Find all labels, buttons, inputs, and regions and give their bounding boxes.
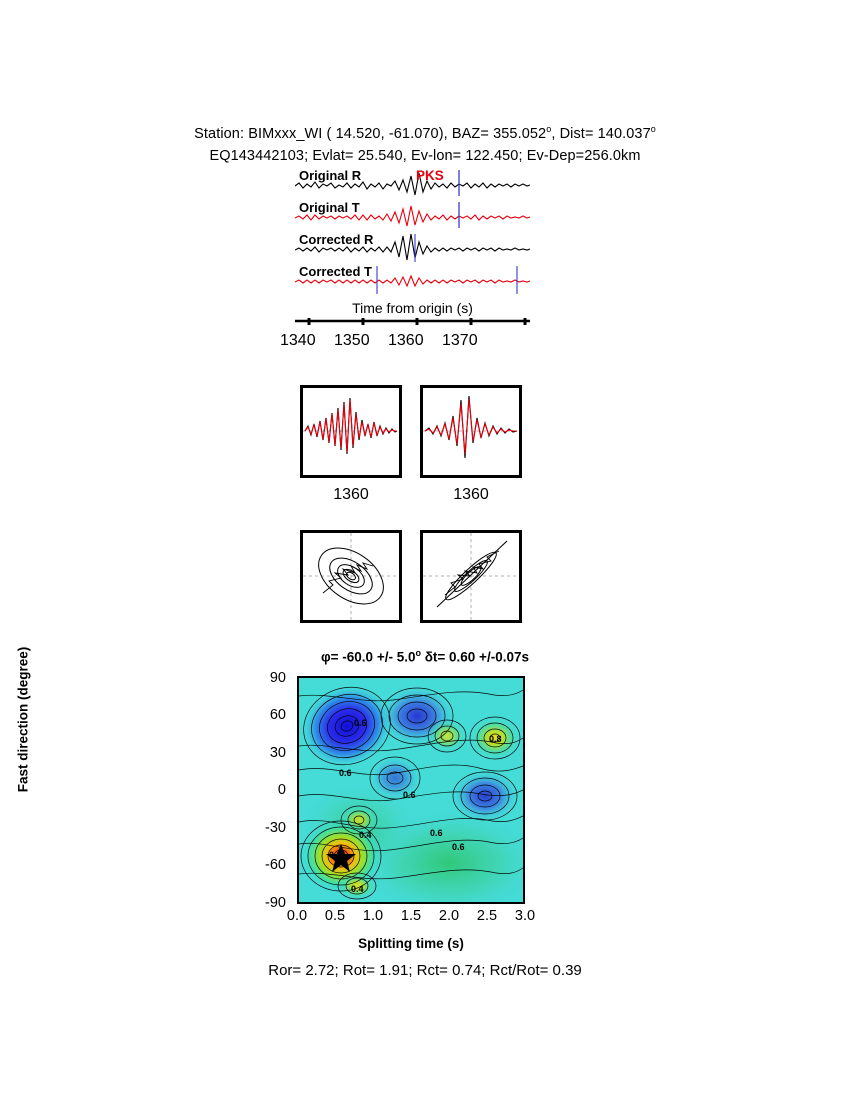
trace-original-r: [295, 168, 530, 200]
trace-label-original-r: Original R: [299, 168, 362, 183]
contour-ytick-m30: -30: [265, 820, 286, 836]
time-axis-bar: [295, 318, 530, 325]
pks-phase-label: PKS: [416, 168, 444, 183]
time-tick-1370: 1370: [442, 332, 478, 349]
particle-motion-box-corrected: [420, 530, 522, 623]
figure-header: [0, 118, 850, 167]
waveform-box-original: [300, 385, 402, 478]
svg-text:0.8: 0.8: [329, 850, 342, 860]
time-axis-ticks: [280, 332, 550, 356]
particle-motion-box-original: [300, 530, 402, 623]
contour-ytick-0: 0: [277, 782, 286, 798]
contour-xtick-2.0: 2.0: [438, 908, 460, 924]
svg-text:0.6: 0.6: [354, 718, 367, 728]
header-line-2: EQ143442103; Evlat= 25.540, Ev-lon= 122.450; Ev-Dep=256.0km: [209, 147, 641, 164]
contour-xtick-0.5: 0.5: [324, 908, 346, 924]
contour-ytick-m60: -60: [265, 857, 286, 873]
contour-xtick-3.0: 3.0: [514, 908, 536, 924]
particle-motion-original-plot: [303, 533, 399, 620]
time-tick-1350: 1350: [334, 332, 370, 349]
trace-label-original-t: Original T: [299, 200, 360, 215]
waveform-box-left-tick: 1360: [333, 486, 369, 503]
contour-ytick-60: 60: [269, 707, 286, 723]
time-tick-1360: 1360: [388, 332, 424, 349]
contour-xtick-2.5: 2.5: [476, 908, 498, 924]
seismogram-panel: [295, 168, 530, 303]
waveform-box-corrected: [420, 385, 522, 478]
svg-text:0.6: 0.6: [403, 790, 416, 800]
svg-text:0.6: 0.6: [339, 768, 352, 778]
contour-ytick-30: 30: [269, 745, 286, 761]
svg-text:0.8: 0.8: [489, 734, 502, 744]
waveform-box-original-traces: [303, 388, 399, 475]
quality-metrics-footer: Ror= 2.72; Rot= 1.91; Rct= 0.74; Rct/Rot= 0.39: [268, 962, 582, 979]
svg-text:0.4: 0.4: [359, 830, 372, 840]
svg-text:0.4: 0.4: [351, 884, 364, 894]
contour-xtick-1.0: 1.0: [362, 908, 384, 924]
contour-xtick-0.0: 0.0: [286, 908, 308, 924]
degree-symbol: o: [546, 124, 552, 134]
splitting-energy-contour-plot: [297, 676, 525, 904]
trace-corrected-t: [295, 264, 530, 296]
contour-title: φ= -60.0 +/- 5.0$^o$ δt= 0.60 +/-0.07s: [321, 648, 529, 665]
svg-text:0.6: 0.6: [430, 828, 443, 838]
trace-original-t: [295, 200, 530, 232]
trace-corrected-r: [295, 232, 530, 264]
waveform-box-right-tick: 1360: [453, 486, 489, 503]
time-tick-1340: 1340: [280, 332, 316, 349]
contour-y-axis-label: Fast direction (degree): [15, 646, 31, 793]
waveform-box-corrected-traces: [423, 388, 519, 475]
svg-text:0.6: 0.6: [452, 842, 465, 852]
trace-label-corrected-t: Corrected T: [299, 264, 372, 279]
header-line-1: Station: BIMxxx_WI ( 14.520, -61.070), $BAZ= 355.052^o$, Dist= $140.037^o$: [194, 124, 656, 142]
contour-ytick-90: 90: [269, 670, 286, 686]
time-axis-title: Time from origin (s): [352, 300, 473, 316]
contour-x-axis-label: Splitting time (s): [358, 936, 464, 951]
contour-xtick-1.5: 1.5: [400, 908, 422, 924]
contour-ytick-m90: -90: [265, 895, 286, 911]
particle-motion-corrected-plot: [423, 533, 519, 620]
degree-symbol: o: [415, 648, 421, 658]
degree-symbol: o: [650, 124, 656, 134]
trace-label-corrected-r: Corrected R: [299, 232, 374, 247]
contour-surface: [299, 678, 523, 902]
